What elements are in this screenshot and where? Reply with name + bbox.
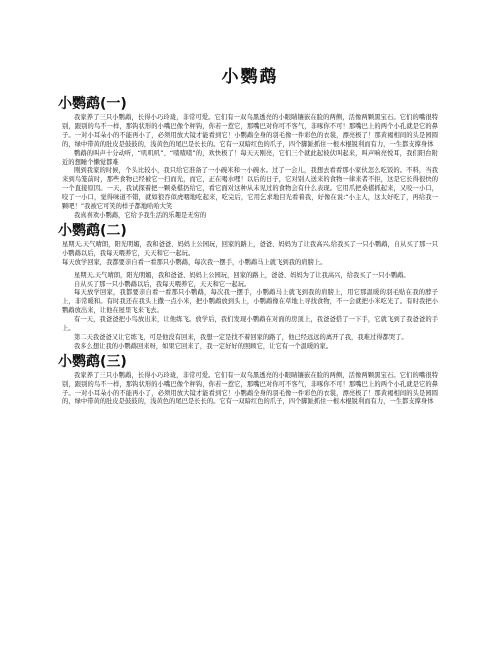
section-heading: 小鹦鹉(二) — [58, 222, 127, 239]
paragraph: 我家养了三只小鹦鹉，长得小巧玲珑，非常可爱。它们有一双乌黑透亮的小眼睛镶嵌在脸的两侧，活像两颗黑宝石。它们的嘴很特别，跟别的鸟不一样，那钩状形的小嘴巴像个秤钩，你若一惹它，那嘴巴对你可不客气，非啄你不可！那嘴巴上的两个小孔就是它的鼻子。一对小耳朵小的不能再小了，必须用放大镜才能看到它！小鹦鹉全身的羽毛像一件彩色的衣裳，漂亮极了！那黄褐相间的头是园圆的，绿中带黄的肚皮是鼓鼓的，浅黄色的尾巴是长长的。它有一双暗红色的爪子，四个脚趾抓住一根木棍锐利而有力，一生都支撑身体 — [62, 371, 438, 406]
paragraph: 有一天，我爸爸把小鸟放出来，让他练飞。放学后，我们发现小鹦鹉在对面的房顶上，我爸爸搭了一下手，它就飞到了我爸爸的手上。 — [62, 316, 438, 333]
document-page — [58, 66, 438, 407]
section-heading: 小鹦鹉(三) — [58, 353, 127, 370]
paragraph: 星期天,天气晴朗，阳光明媚，我和爸爸、妈妈上公园玩，回家的路上，爸爸、妈妈为了让我高兴，给我买了一只小鹦鹉。 — [73, 271, 410, 279]
paragraph: 星期天,天气晴朗，阳光明媚，我和爸爸、妈妈上公园玩，回家的路上，爸爸、妈妈为了让我高兴,给我买了一只小鹦鹉，自从买了那一只小鹦鹉以后，我每天喂养它，天天和它一起玩。 — [62, 240, 438, 257]
paragraph: 鹦鹉的叫声十分动听，“叽叽叽”、“喳喳喳”的，欢快极了！每天天刚亮，它们三个就此起彼伏叫起来，叫声响亮悦耳，我们阳台附近的想睡个懒觉都难 — [62, 149, 438, 166]
section-two — [58, 222, 438, 352]
paragraph: 第二天我爸爸又让它练飞，可是他没有回来，我想一定是找不着回家的路了，他已经远远的离开了我，我难过得都哭了。 — [73, 333, 408, 341]
section-three — [58, 353, 438, 408]
paragraph: 刚到我家的时候，个头比较小，我只给它准备了一小碗米和一小碗水。过了一会儿，我想去看看那小家伙怎么吃饭的。不料，当我来到鸟笼前时，那些食物已经被它一扫而光，而它，正在喝水哩！以后的日子，它对别人送来的食物一律来者不拒，这是它长得很快的一个直接原因。一天，我试探着把一颗桑椹扔给它，看它面对这种从未见过的食物会有什么表现。它用爪把桑椹抓起来，又咬一小口，咬了一小口，觉得味道不错，就如狼吞似虎咽地吃起来，吃完后，它用乞求地目光看着我，好像在说:“小主人，这太好吃了，再给我一颗吧！”我被它可笑的样子都地哈哈大笑 — [62, 167, 438, 211]
section-one — [58, 96, 438, 221]
document-title: 小鹦鹉 — [221, 67, 279, 87]
paragraph: 每天放学回家，我都要亲自看一看那只小鹦鹉，每次我一摆手，小鹦鹉马上就飞到我的肩膀上，用它那温暖的羽毛贴在我的脖子上，非常暖和。有时我还在我头上撒一点小米，把小鹦鹉放到头上，小鹦鹉像在草地上寻找食物，不一会就把小米吃光了。有时我把小鹦鹉放出来，让他在屋里飞来飞去。 — [62, 289, 438, 315]
paragraph: 自从买了那一只小鹦鹉以后，我每天喂养它，天天和它一起玩。 — [73, 280, 251, 288]
paragraph: 每天放学回家，我都要亲自看一看那只小鹦鹉，每次我一摆手，小鹦鹉马上就飞到我的肩膀上。 — [62, 258, 327, 266]
section-heading: 小鹦鹉(一) — [58, 96, 127, 112]
paragraph: 我家养了三只小鹦鹉，长得小巧玲珑，非常可爱。它们有一双乌黑透亮的小眼睛镶嵌在脸的两侧，活像两颗黑宝石。它们的嘴很特别，跟别的鸟不一样，那钩状形的小嘴巴像个秤钩，你若一惹它，那嘴巴对你可不客气，非啄你不可！那嘴巴上的两个小孔就是它的鼻子。一对小耳朵小的不能再小了，必须用放大镜才能看到它！小鹦鹉全身的羽毛像一件彩色的衣裳，漂亮极了！那黄褐相间的头是园圆的，绿中带黄的肚皮是鼓鼓的，浅黄色的尾巴是长长的。它有一双暗红色的爪子，四个脚趾抓住一根木棍锐利而有力，一生都支撑身体 — [62, 114, 438, 148]
paragraph: 我真喜欢小鹦鹉，它给予我生活的乐趣是无穷的 — [73, 211, 207, 219]
paragraph: 我多么想让我的小鹦鹉回来呀，如果它回来了，我一定好好的照顾它，让它有一个温暖的家。 — [73, 342, 333, 350]
